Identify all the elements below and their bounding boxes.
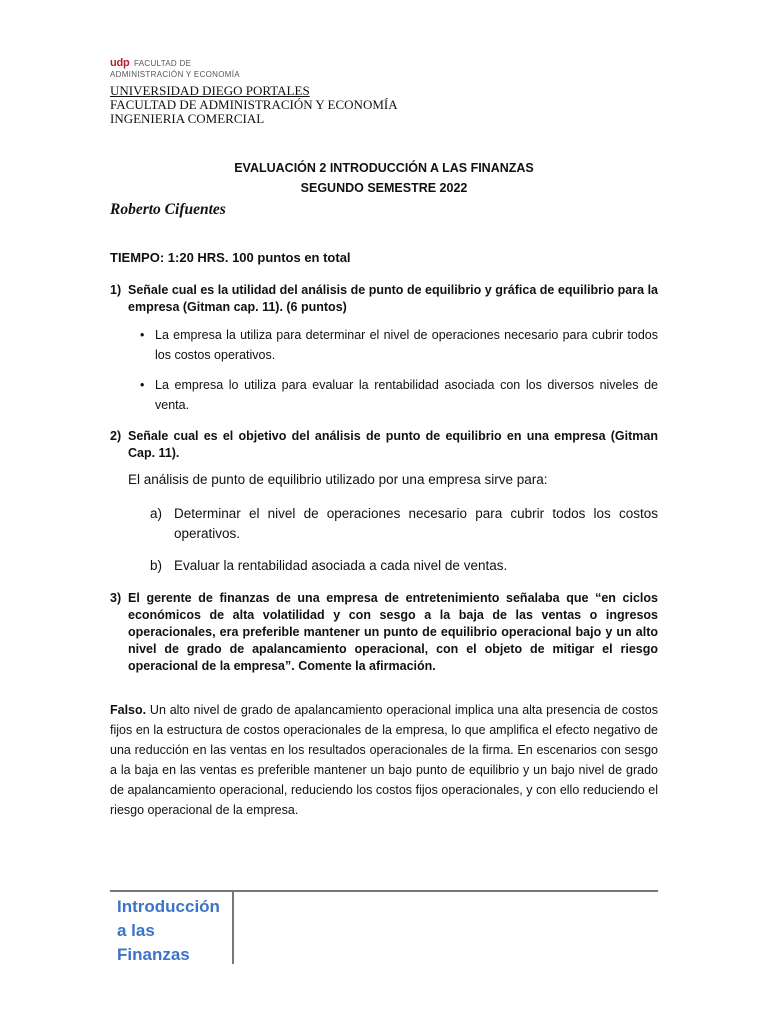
footer-course-title — [117, 895, 229, 967]
bullet-icon: • — [140, 328, 145, 342]
institution-block — [110, 84, 398, 126]
program-name: INGENIERIA COMERCIAL — [110, 111, 265, 126]
exam-title: EVALUACIÓN 2 INTRODUCCIÓN A LAS FINANZAS — [234, 161, 534, 175]
footer-line-1: Introducción — [117, 897, 220, 916]
q1-bullet-2-text: La empresa lo utiliza para evaluar la rentabilidad asociada con los diversos niveles de venta. — [155, 378, 658, 412]
answer-text: Un alto nivel de grado de apalancamiento operacional implica una alta presencia de costos fijos en la estructura de costos operacionales de la empresa, lo que amplifica el efecto negativo de una reducción en las ventas en los resultados operacionales de la firma. En escenarios con sesgo a la baja en las ventas es preferible mantener un bajo punto de equilibrio y un bajo nivel de grado de apalancamiento operacional, reduciendo los costos fijos operacionales, y con ello reduciendo el riesgo operacional de la empresa. — [110, 703, 658, 817]
logo-line1: FACULTAD DE — [134, 59, 192, 68]
question-2 — [110, 428, 658, 462]
question-1-text: Señale cual es la utilidad del análisis de punto de equilibrio y gráfica de equilibrio para la empresa (Gitman cap. 11). (6 puntos) — [128, 283, 658, 314]
question-1-number: 1) — [110, 283, 122, 297]
q1-bullet-2 — [140, 375, 658, 415]
exam-semester: SEGUNDO SEMESTRE 2022 — [300, 181, 468, 195]
q2-option-b-text: Evaluar la rentabilidad asociada a cada nivel de ventas. — [174, 558, 508, 573]
q1-bullet-1 — [140, 325, 658, 365]
question-1 — [110, 282, 658, 316]
q2-option-a — [150, 504, 658, 544]
exam-time: TIEMPO: 1:20 HRS. 100 puntos en total — [110, 250, 351, 265]
bullet-icon: • — [140, 378, 145, 392]
footer-divider — [110, 890, 658, 892]
logo-line2: ADMINISTRACIÓN Y ECONOMÍA — [110, 70, 240, 79]
question-3-text: El gerente de finanzas de una empresa de entretenimiento señalaba que “en ciclos económicos de alta volatilidad y con sesgo a la baja de las ventas o ingresos operacionales, era preferible mantener un punto de equilibrio operacional bajo y un alto nivel de grado de apalancamiento operacional, con el objeto de mitigar el riesgo operacional de la empresa”. Comente la afirmación. — [128, 591, 658, 673]
question-3 — [110, 590, 658, 675]
footer-line-3: Finanzas — [117, 945, 190, 964]
faculty-name: FACULTAD DE ADMINISTRACIÓN Y ECONOMÍA — [110, 97, 398, 112]
q2-intro: El análisis de punto de equilibrio utilizado por una empresa sirve para: — [128, 472, 548, 487]
answer-lead: Falso. — [110, 703, 147, 717]
q2-option-b — [150, 556, 658, 576]
university-name: UNIVERSIDAD DIEGO PORTALES — [110, 83, 310, 98]
question-3-number: 3) — [110, 591, 122, 605]
udp-logo — [110, 54, 240, 79]
q2-option-a-label: a) — [150, 506, 163, 521]
question-2-number: 2) — [110, 429, 122, 443]
footer-vertical-divider — [232, 892, 234, 964]
logo-brand: udp — [110, 57, 130, 69]
q1-bullet-1-text: La empresa la utiliza para determinar el nivel de operaciones necesario para cubrir todos los costos operativos. — [155, 328, 658, 362]
q2-option-a-text: Determinar el nivel de operaciones necesario para cubrir todos los costos operativos. — [174, 506, 658, 541]
question-2-text: Señale cual es el objetivo del análisis de punto de equilibrio en una empresa (Gitman Cap. 11). — [128, 429, 658, 460]
q2-option-b-label: b) — [150, 558, 163, 573]
student-name: Roberto Cifuentes — [110, 201, 226, 218]
footer-line-2: a las — [117, 921, 155, 940]
answer-paragraph — [110, 700, 658, 820]
